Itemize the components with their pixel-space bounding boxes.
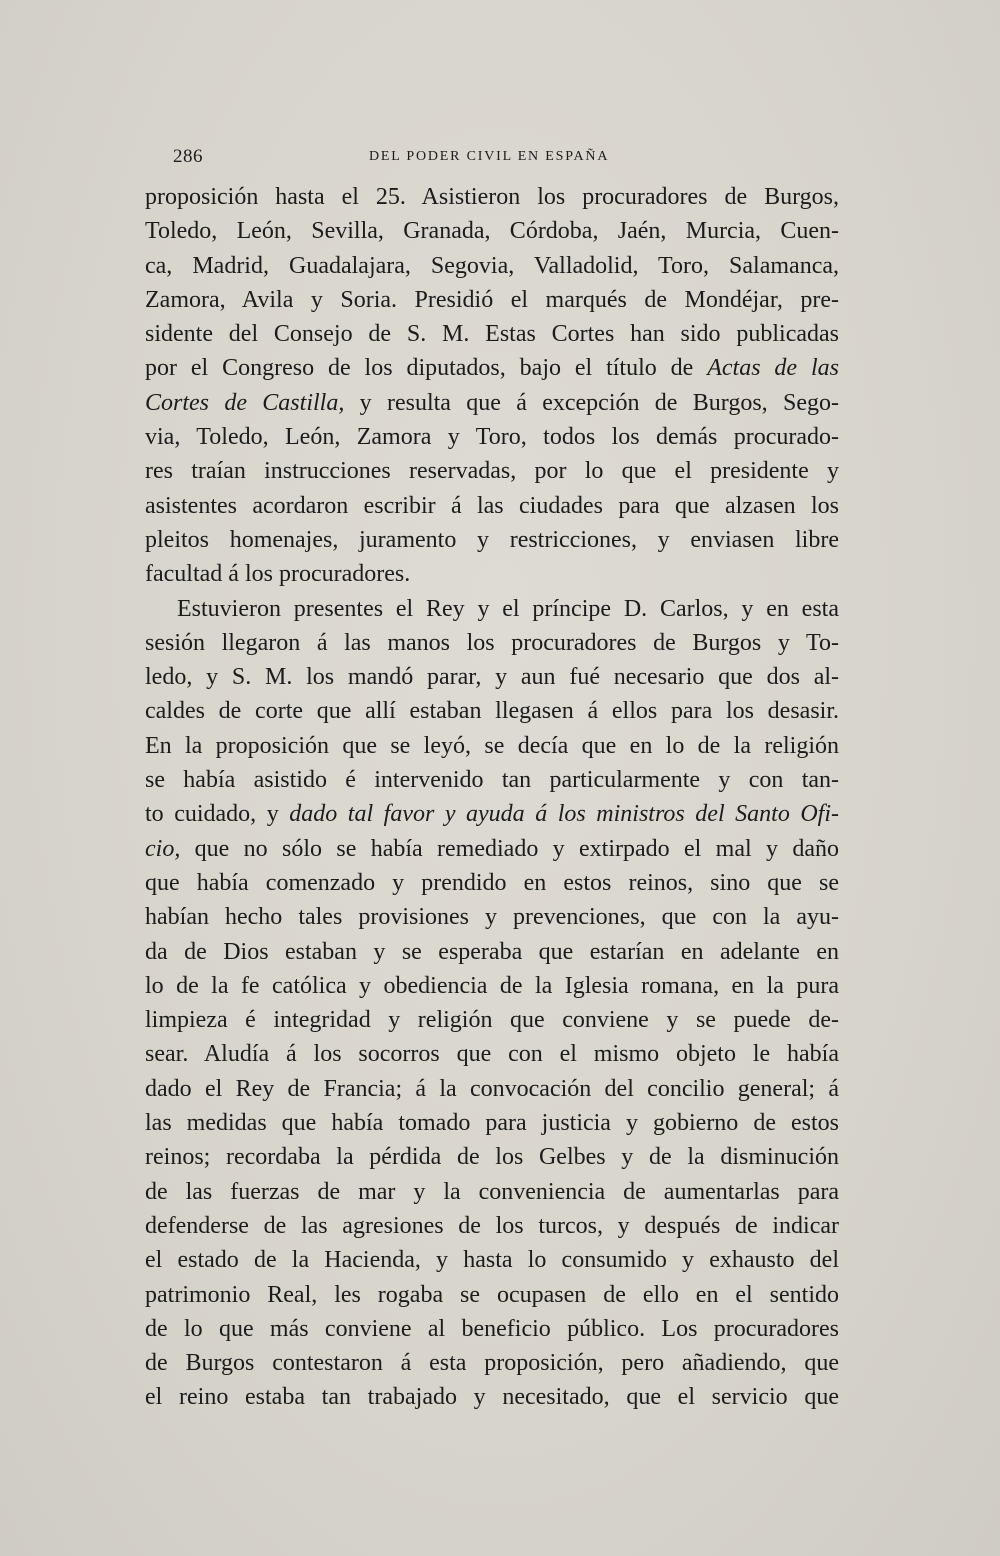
line-text: las medidas que había tomado para justicia y gobierno de estos (145, 1110, 839, 1137)
line-text: limpieza é integridad y religión que conviene y se puede de- (145, 1007, 839, 1034)
line-text: Estuvieron presentes el Rey y el príncipe D. Carlos, y en esta (177, 595, 839, 622)
text-line (145, 763, 839, 797)
line-text: por el Congreso de los diputados, bajo el título de (145, 355, 708, 382)
body-text (145, 180, 839, 1415)
text-line (145, 1243, 839, 1277)
running-head (173, 146, 838, 170)
text-line (145, 1003, 839, 1037)
line-text: de las fuerzas de mar y la conveniencia de aumentarlas para (145, 1178, 839, 1205)
text-line (145, 729, 839, 763)
text-line (145, 386, 839, 420)
line-text: patrimonio Real, les rogaba se ocupasen de ello en el sentido (145, 1281, 839, 1308)
italic-title: dado tal favor y ayuda á los ministros del Santo Ofi- (289, 801, 840, 828)
text-line (145, 1175, 839, 1209)
text-line (145, 351, 839, 385)
line-text: dado el Rey de Francia; á la convocación del concilio general; á (145, 1075, 839, 1102)
text-line (145, 935, 839, 969)
text-line (145, 592, 839, 626)
line-text: asistentes acordaron escribir á las ciudades para que alzasen los (145, 492, 839, 519)
text-line (145, 626, 839, 660)
line-text: habían hecho tales provisiones y prevenciones, que con la ayu- (145, 904, 839, 931)
line-text: el estado de la Hacienda, y hasta lo consumido y exhausto del (145, 1247, 839, 1274)
text-line (145, 180, 839, 214)
line-text: via, Toledo, León, Zamora y Toro, todos los demás procurado- (145, 424, 839, 451)
text-line (145, 660, 839, 694)
text-line (145, 489, 839, 523)
text-line (145, 1312, 839, 1346)
line-text: se había asistido é intervenido tan particularmente y con tan- (145, 767, 839, 794)
text-line (145, 283, 839, 317)
line-text: sear. Aludía á los socorros que con el mismo objeto le había (145, 1041, 839, 1068)
line-text: que había comenzado y prendido en estos reinos, sino que se (145, 869, 839, 896)
text-line (145, 557, 839, 591)
text-line (145, 214, 839, 248)
line-text: to cuidado, y (145, 801, 290, 828)
line-text: y resulta que á excepción de Burgos, Sego- (344, 389, 839, 416)
line-text: que no sólo se había remediado y extirpado el mal y daño (180, 835, 839, 862)
text-line (145, 969, 839, 1003)
line-text: caldes de corte que allí estaban llegasen á ellos para los desasir. (145, 698, 839, 725)
text-line (145, 454, 839, 488)
text-line (145, 523, 839, 557)
text-line (145, 1278, 839, 1312)
text-line (145, 832, 839, 866)
text-line (145, 1346, 839, 1380)
text-line (145, 1106, 839, 1140)
text-line (145, 317, 839, 351)
line-text: ledo, y S. M. los mandó parar, y aun fué necesario que dos al- (145, 664, 839, 691)
line-text: Toledo, León, Sevilla, Granada, Córdoba, Jaén, Murcia, Cuen- (145, 218, 839, 245)
line-text: pleitos homenajes, juramento y restricciones, y enviasen libre (145, 526, 839, 553)
italic-title: Actas de las (707, 355, 839, 382)
line-text: proposición hasta el 25. Asistieron los procuradores de Burgos, (145, 184, 839, 210)
text-line (145, 694, 839, 728)
text-line (145, 900, 839, 934)
text-line (145, 1209, 839, 1243)
line-text: Zamora, Avila y Soria. Presidió el marqués de Mondéjar, pre- (145, 286, 839, 313)
running-title: DEL PODER CIVIL EN ESPAÑA (369, 149, 610, 164)
line-text: de lo que más conviene al beneficio público. Los procuradores (145, 1315, 839, 1342)
text-line (145, 797, 839, 831)
line-text: res traían instrucciones reservadas, por lo que el presidente y (145, 458, 839, 485)
line-text: da de Dios estaban y se esperaba que estarían en adelante en (145, 938, 839, 965)
italic-title: cio, (145, 835, 181, 862)
line-text: sesión llegaron á las manos los procuradores de Burgos y To- (145, 629, 839, 656)
line-text: de Burgos contestaron á esta proposición, pero añadiendo, que (145, 1350, 839, 1377)
line-text: defenderse de las agresiones de los turcos, y después de indicar (145, 1212, 839, 1239)
line-text: el reino estaba tan trabajado y necesitado, que el servicio que (145, 1384, 839, 1411)
text-line (145, 249, 839, 283)
text-line (145, 1380, 839, 1414)
page-number: 286 (173, 146, 203, 167)
text-line (145, 420, 839, 454)
line-text: En la proposición que se leyó, se decía que en lo de la religión (145, 732, 839, 759)
line-text: lo de la fe católica y obediencia de la Iglesia romana, en la pura (145, 972, 839, 999)
text-line (145, 1072, 839, 1106)
line-text: ca, Madrid, Guadalajara, Segovia, Valladolid, Toro, Salamanca, (145, 252, 839, 279)
italic-title: Cortes de Castilla, (145, 389, 345, 416)
line-text: facultad á los procuradores. (145, 561, 411, 588)
text-line (145, 1140, 839, 1174)
text-line (145, 866, 839, 900)
line-text: sidente del Consejo de S. M. Estas Cortes han sido publicadas (145, 321, 839, 348)
text-line (145, 1037, 839, 1071)
line-text: reinos; recordaba la pérdida de los Gelbes y de la disminución (145, 1144, 839, 1171)
